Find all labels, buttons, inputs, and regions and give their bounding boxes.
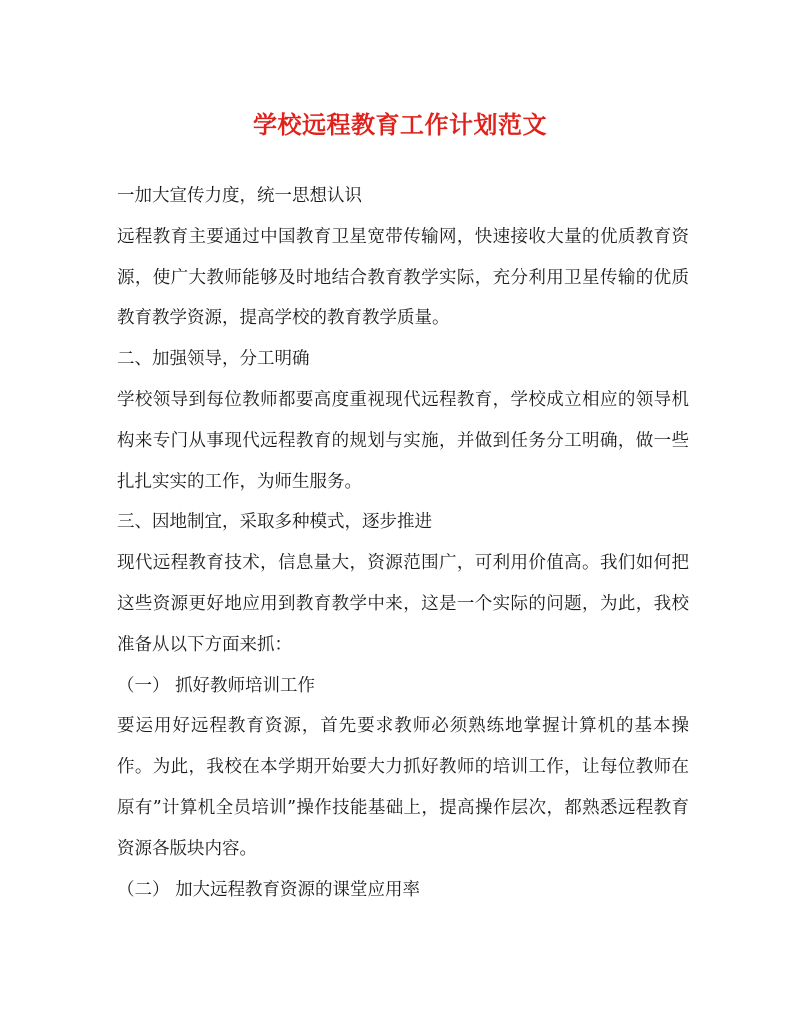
section-heading-2: 二、加强领导，分工明确 — [117, 349, 310, 370]
subsection-heading-2: （二） 加大远程教育资源的课堂应用率 — [117, 879, 421, 900]
paragraph-4: 要运用好远程教育资源，首先要求教师必须熟练地掌握计算机的基本操作。为此，我校在本学期开始要大力抓好教师的培训工作，让每位教师在原有”计算机全员培训”操作技能基础上，提高操作层次，都熟悉远程教育资源各版块内容。 — [117, 716, 689, 859]
section-heading-1: 一加大宣传力度，统一思想认识 — [117, 186, 362, 206]
section-heading-3: 三、因地制宜，采取多种模式，逐步推进 — [117, 512, 432, 533]
subsection-heading-1: （一） 抓好教师培训工作 — [117, 675, 316, 696]
paragraph-3: 现代远程教育技术，信息量大，资源范围广，可利用价值高。我们如何把这些资源更好地应用到教育教学中来，这是一个实际的问题，为此，我校准备从以下方面来抓： — [117, 553, 689, 655]
paragraph-1: 远程教育主要通过中国教育卫星宽带传输网，快速接收大量的优质教育资源，使广大教师能够及时地结合教育教学实际，充分利用卫星传输的优质教育教学资源，提高学校的教育教学质量。 — [117, 226, 689, 329]
document-body — [117, 176, 689, 910]
paragraph-2: 学校领导到每位教师都要高度重视现代远程教育，学校成立相应的领导机构来专门从事现代远程教育的规划与实施，并做到任务分工明确，做一些扎扎实实的工作，为师生服务。 — [117, 389, 689, 492]
document-title: 学校远程教育工作计划范文 — [253, 110, 547, 139]
